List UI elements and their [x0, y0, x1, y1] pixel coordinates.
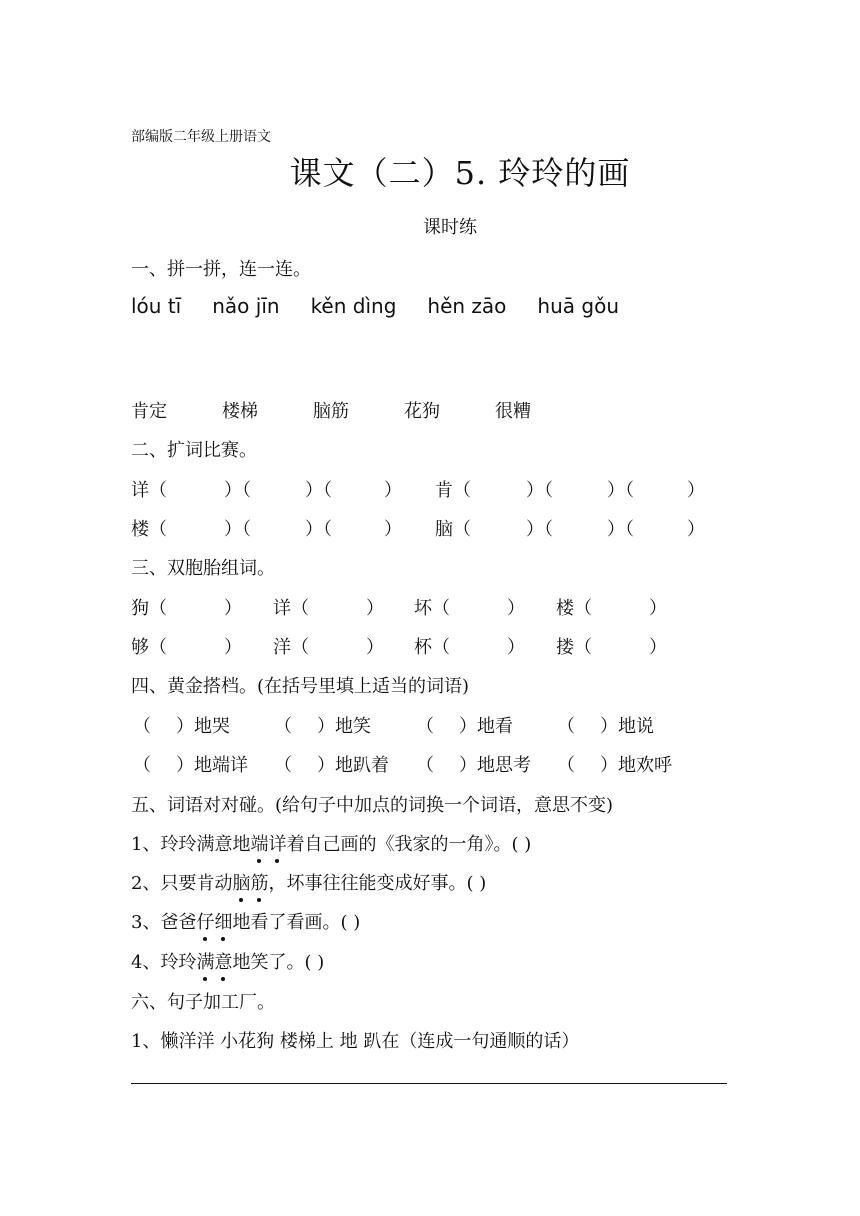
word-item: 花狗: [404, 401, 440, 422]
sentence-item: [131, 948, 324, 974]
sentence-after: 地看了看画。( ): [232, 912, 361, 933]
word-item: 脑筋: [313, 401, 349, 422]
word-item: 肯定: [131, 401, 167, 422]
partner-cell: ）地欢呼: [600, 755, 672, 776]
dotted-char: 筋: [250, 869, 268, 895]
series-label: 部编版二年级上册语文: [131, 129, 271, 145]
dotted-char: 端: [250, 830, 268, 856]
word-list: [131, 397, 586, 423]
partner-cell: （: [274, 755, 292, 776]
pinyin-item: lóu tī: [131, 294, 182, 318]
expand-cell: 脑（: [435, 519, 471, 540]
section3-heading: 三、双胞胎组词。: [131, 558, 275, 579]
partner-cell: ）地哭: [176, 716, 230, 737]
expand-cell: ）: [687, 480, 705, 501]
expand-cell: ）（: [526, 480, 553, 501]
twin-cell: ）: [507, 637, 525, 658]
section2-heading: 二、扩词比赛。: [131, 440, 257, 461]
expand-cell: 详（: [131, 480, 167, 501]
dotted-char: 满: [196, 948, 214, 974]
word-item: 楼梯: [222, 401, 258, 422]
dotted-char: 细: [214, 908, 232, 934]
expand-cell: ）: [687, 519, 705, 540]
section6-heading: 六、句子加工厂。: [131, 992, 275, 1013]
twin-cell: ）: [649, 637, 667, 658]
partner-cell: ）地笑: [317, 716, 371, 737]
expand-cell: ）: [384, 519, 402, 540]
pinyin-list: [131, 294, 650, 318]
pinyin-item: hěn zāo: [427, 294, 507, 318]
partner-cell: ）地看: [459, 716, 513, 737]
dotted-char: 意: [214, 948, 232, 974]
expand-cell: ）（: [607, 519, 634, 540]
partner-cell: ）地趴着: [317, 755, 389, 776]
pinyin-item: huā gǒu: [537, 294, 619, 318]
sentence-before: 1、玲玲满意地: [131, 834, 251, 855]
expand-cell: ）: [384, 480, 402, 501]
twin-cell: ）: [224, 637, 242, 658]
sentence-task: 1、懒洋洋 小花狗 楼梯上 地 趴在（连成一句通顺的话）: [131, 1031, 580, 1052]
word-item: 很糟: [495, 401, 531, 422]
partner-cell: ）地思考: [459, 755, 531, 776]
expand-cell: ）（: [526, 519, 553, 540]
sentence-before: 3、爸爸: [131, 912, 197, 933]
sentence-before: 4、玲玲: [131, 952, 197, 973]
partner-cell: （: [416, 716, 434, 737]
partner-cell: （: [557, 755, 575, 776]
twin-cell: 坏（: [414, 598, 450, 619]
twin-cell: ）: [224, 598, 242, 619]
expand-cell: 肯（: [435, 480, 471, 501]
pinyin-item: kěn dìng: [310, 294, 397, 318]
answer-line[interactable]: [131, 1083, 727, 1084]
partner-cell: （: [416, 755, 434, 776]
partner-cell: （: [274, 716, 292, 737]
twin-cell: ）: [507, 598, 525, 619]
partner-cell: （: [557, 716, 575, 737]
twin-cell: ）: [366, 637, 384, 658]
sentence-after: 着自己画的《我家的一角》。( ): [286, 834, 532, 855]
twin-cell: 详（: [273, 598, 309, 619]
expand-cell: 楼（: [131, 519, 167, 540]
partner-cell: （: [133, 716, 151, 737]
dotted-char: 仔: [196, 908, 214, 934]
page-title: 课文（二）5. 玲玲的画: [289, 154, 631, 192]
twin-cell: 狗（: [131, 598, 167, 619]
section1-heading: 一、拼一拼，连一连。: [131, 259, 311, 280]
twin-cell: 洋（: [273, 637, 309, 658]
section4-heading: 四、黄金搭档。(在括号里填上适当的词语): [131, 676, 470, 697]
twin-cell: 杯（: [414, 637, 450, 658]
page-subtitle: 课时练: [423, 217, 477, 238]
twin-cell: 搂（: [556, 637, 592, 658]
expand-cell: ）（: [305, 519, 332, 540]
partner-cell: ）地说: [600, 716, 654, 737]
twin-cell: ）: [649, 598, 667, 619]
sentence-after: ，坏事往往能变成好事。( ): [268, 873, 487, 894]
twin-cell: 楼（: [556, 598, 592, 619]
expand-cell: ）（: [607, 480, 634, 501]
dotted-char: 脑: [232, 869, 250, 895]
sentence-item: [131, 830, 531, 856]
twin-cell: ）: [366, 598, 384, 619]
expand-cell: ）（: [305, 480, 332, 501]
sentence-after: 地笑了。( ): [232, 952, 325, 973]
sentence-item: [131, 869, 486, 895]
sentence-item: [131, 908, 360, 934]
expand-cell: ）（: [224, 480, 251, 501]
partner-cell: ）地端详: [176, 755, 248, 776]
twin-cell: 够（: [131, 637, 167, 658]
pinyin-item: nǎo jīn: [212, 294, 280, 318]
dotted-char: 详: [268, 830, 286, 856]
section5-heading: 五、词语对对碰。(给句子中加点的词换一个词语，意思不变): [131, 795, 614, 816]
expand-cell: ）（: [224, 519, 251, 540]
partner-cell: （: [133, 755, 151, 776]
sentence-before: 2、只要肯动: [131, 873, 233, 894]
